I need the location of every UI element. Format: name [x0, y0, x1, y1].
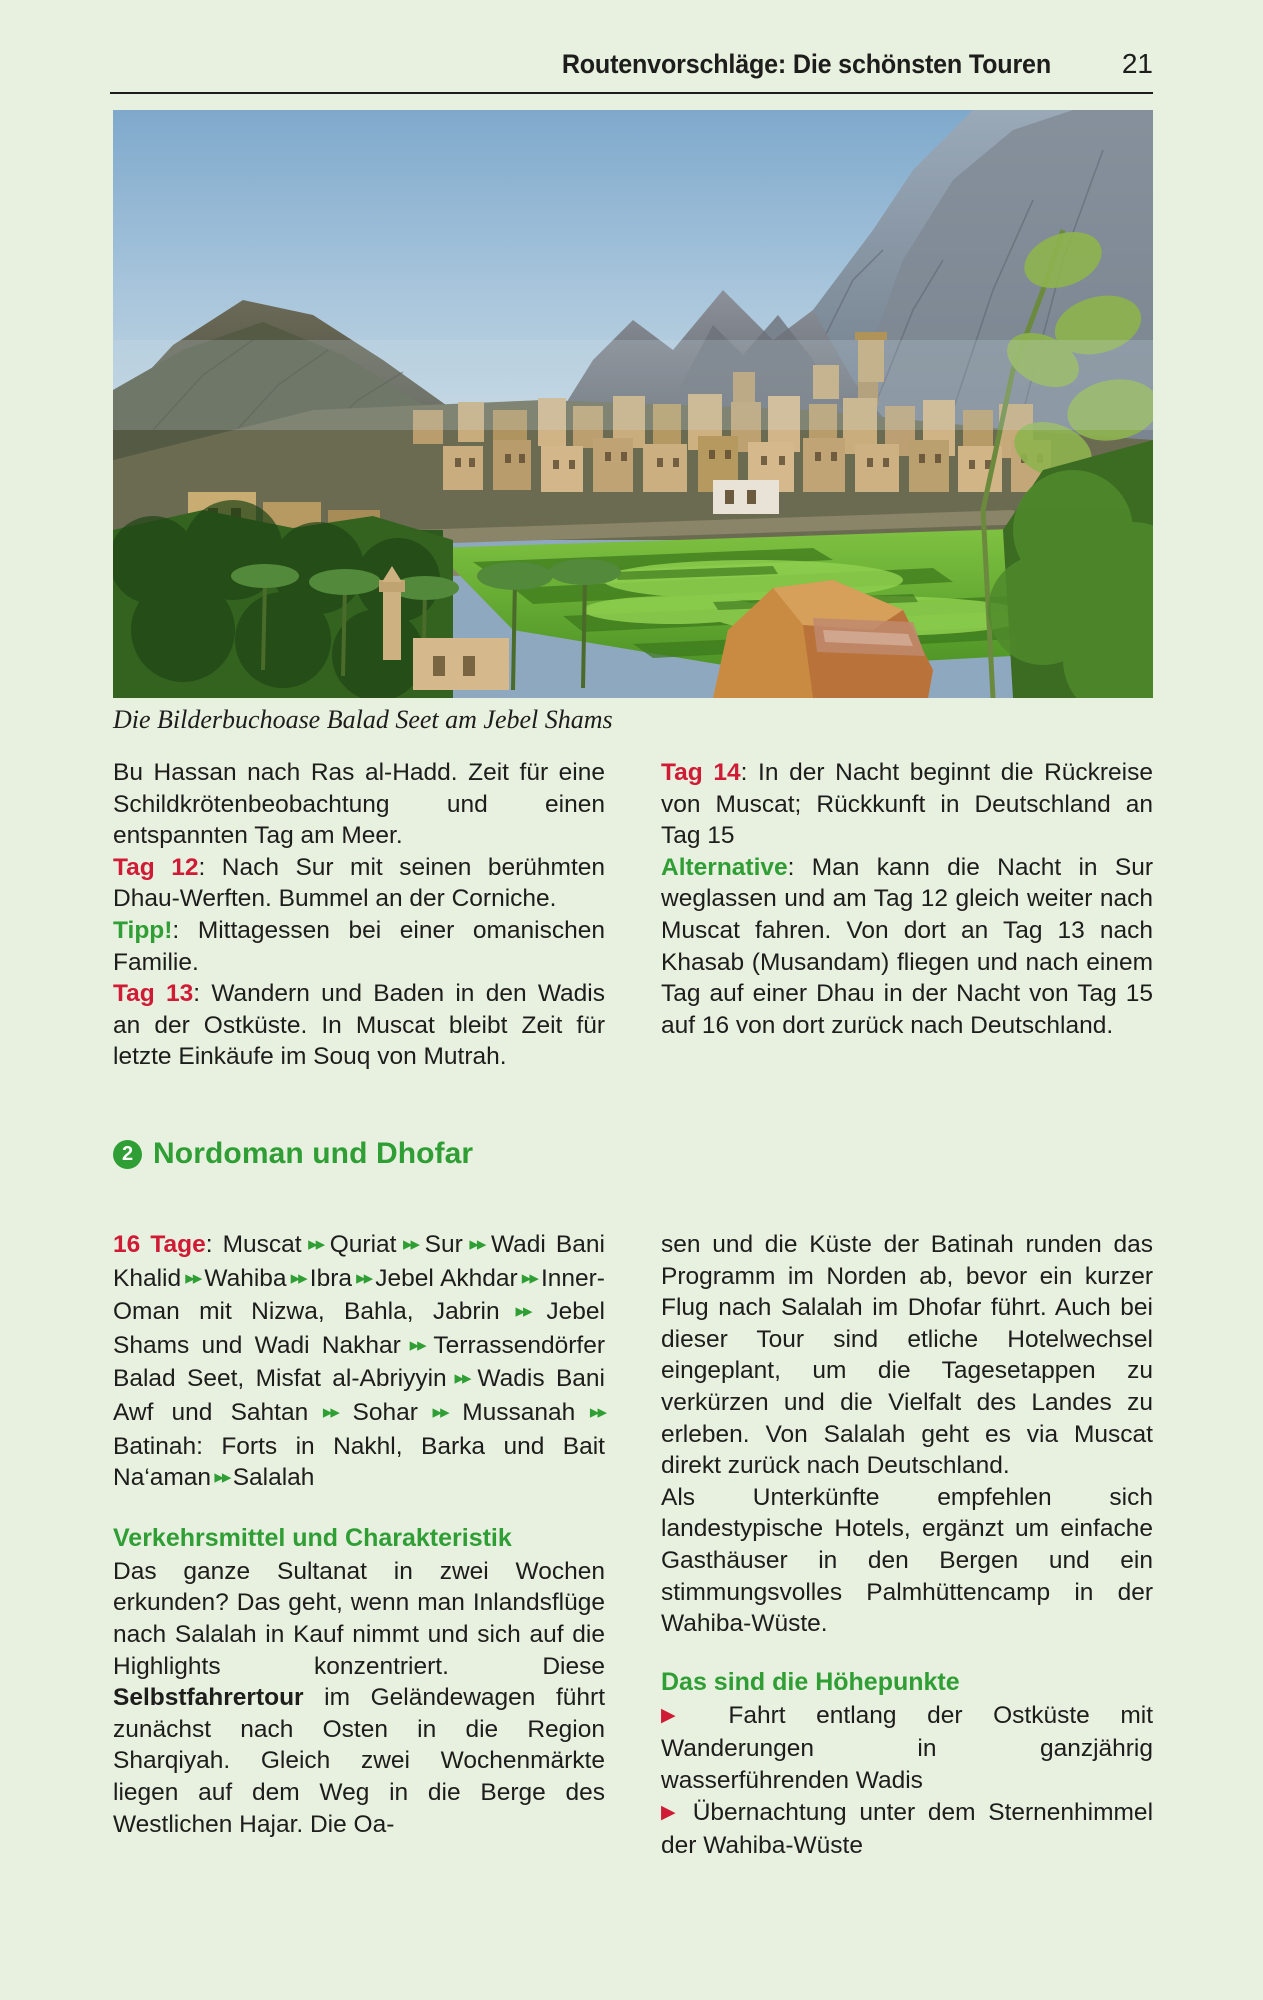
column-left-bottom: [113, 1229, 605, 1840]
route-arrow-icon: ▸▸: [301, 1234, 330, 1255]
photo-caption: Die Bilderbuchoase Balad Seet am Jebel Shams: [113, 705, 613, 734]
route-arrow-icon: ▸▸: [446, 1368, 478, 1390]
route-stop: Wadi Bani Khalid: [113, 1231, 605, 1292]
route-arrow-icon: ▸▸: [462, 1234, 491, 1255]
label-duration: 16 Tage: [113, 1231, 206, 1258]
route-stop: Salalah: [232, 1464, 315, 1492]
paragraph-tipp: [113, 915, 605, 978]
paragraph-tag14: [661, 757, 1153, 852]
label-tag-14: Tag 14: [661, 759, 741, 786]
text-tipp: : Mittagessen bei einer omanischen Familie.: [113, 916, 605, 976]
highlight-item: [661, 1797, 1153, 1862]
label-tipp: Tipp!: [113, 916, 173, 944]
section-number-badge: 2: [113, 1140, 142, 1169]
page-header: [110, 48, 1153, 80]
route-arrow-icon: ▸▸: [181, 1267, 205, 1289]
route-arrow-icon: ▸▸: [396, 1234, 425, 1255]
highlights-list: [661, 1700, 1153, 1862]
route-arrow-icon: ▸▸: [517, 1267, 541, 1289]
text-tag-14: : In der Nacht beginnt die Rückreise von Muscat; Rückkunft in Deutschland an Tag 15: [661, 759, 1154, 850]
paragraph-intro: Bu Hassan nach Ras al-Hadd. Zeit für eine Schildkrötenbeobachtung und einen entspannten Tag am Meer.: [113, 759, 605, 850]
bullet-triangle-icon: ▶: [661, 1704, 729, 1726]
highlight-text: Fahrt entlang der Ostküste mit Wanderungen in ganzjährig wasserführenden Wadis: [661, 1701, 1154, 1794]
text-tag-12: : Nach Sur mit seinen berühmten Dhau-Werften. Bummel an der Corniche.: [113, 853, 606, 913]
highlight-text: Übernachtung unter dem Sternenhimmel der Wahiba-Wüste: [661, 1798, 1154, 1860]
route-stop: Wahiba: [204, 1264, 287, 1292]
route-stop: Inner-Oman mit Nizwa, Bahla, Jabrin: [113, 1264, 605, 1326]
column-right-top: [661, 757, 1153, 1041]
route-arrow-icon: ▸▸: [417, 1401, 463, 1423]
route-stop-list: : Muscat ▸▸ Quriat ▸▸ Sur ▸▸ Wadi Bani Khalid ▸▸ Wahiba ▸▸ Ibra ▸▸ Jebel Akhdar ▸▸ Inner-Oman mit Nizwa, Bahla, Jabrin ▸▸ Jebel Shams und Wadi Nakhar ▸▸ Terrassendörfer Balad Seet, Misfat al-Abriyyin ▸▸ Wadis Bani Awf und Sahtan ▸▸ Sohar ▸▸ Mussanah ▸▸ Batinah: Forts in Nakhl, Barka und Bait Na‘aman ▸▸ Salalah: [113, 1231, 605, 1492]
photo-balad-seet: [113, 110, 1153, 698]
paragraph-characteristics: [113, 1556, 605, 1840]
route-stop: Ibra: [309, 1264, 352, 1292]
route-stop: Batinah: Forts in Nakhl, Barka und Bait Na‘aman: [113, 1432, 605, 1492]
paragraph-tag13: [113, 978, 605, 1073]
route-arrow-icon: ▸▸: [308, 1401, 353, 1423]
route-stop: Quriat: [329, 1231, 397, 1258]
photo-illustration: [113, 110, 1153, 698]
route-stop: Terrassendörfer Balad Seet, Misfat al-Abriyyin: [113, 1331, 605, 1393]
subheading-highlights: Das sind die Höhepunkte: [661, 1667, 960, 1696]
route-stop: Muscat: [222, 1231, 302, 1258]
label-tag-13: Tag 13: [113, 980, 194, 1008]
label-tag-12: Tag 12: [113, 853, 199, 881]
route-stop: Jebel Akhdar: [375, 1264, 518, 1292]
column-right-bottom: [661, 1229, 1153, 1862]
text-alternative: : Man kann die Nacht in Sur weglassen und am Tag 12 gleich weiter nach Muscat fahren. Von dort an Tag 13 nach Khasab (Musandam) fliegen und nach einem Tag auf einer Dhau in der Nacht von Tag 15 auf 16 von dort zurück nach Deutschland.: [661, 853, 1153, 1039]
section-heading-nordoman: [113, 1137, 673, 1171]
text-tag-13: : Wandern und Baden in den Wadis an der Ostküste. In Muscat bleibt Zeit für letzte Einkäufe im Souq von Mutrah.: [113, 980, 606, 1071]
column-left-top: [113, 757, 605, 1073]
subheading-characteristics: Verkehrsmittel und Charakteristik: [113, 1523, 512, 1552]
route-arrow-icon: ▸▸: [575, 1401, 605, 1423]
paragraph-tag12: [113, 852, 605, 915]
spacer: [661, 1640, 1153, 1666]
bullet-triangle-icon: ▶: [661, 1801, 693, 1823]
page-number: 21: [1121, 48, 1153, 79]
characteristics-bold-phrase: Selbstfahrertour: [113, 1684, 304, 1712]
paragraph-route: [113, 1229, 605, 1496]
paragraph-north-program: sen und die Küste der Batinah runden das Programm im Norden ab, bevor ein kurzer Flug nach Salalah im Dhofar führt. Auch bei dieser Tour sind etliche Hotelwechsel eingeplant, um die Tagesetappen zu verkürzen und die Vielfalt des Landes zu erleben. Von Salalah geht es via Muscat direkt zurück nach Deutschland.: [661, 1231, 1153, 1480]
route-stop: Wadis Bani Awf und Sahtan: [113, 1365, 605, 1426]
header-divider: [110, 92, 1153, 94]
paragraph-accommodation: Als Unterkünfte empfehlen sich landestypische Hotels, ergänzt um einfache Gasthäuser in den Bergen und ein stimmungsvolles Palmhüttencamp in der Wahiba-Wüste.: [661, 1483, 1153, 1638]
route-stop: Sohar: [352, 1398, 418, 1426]
route-arrow-icon: ▸▸: [352, 1267, 376, 1289]
section-title: Nordoman und Dhofar: [153, 1137, 474, 1170]
route-stop: Mussanah: [462, 1398, 576, 1426]
route-arrow-icon: ▸▸: [211, 1467, 233, 1489]
paragraph-alternative: [661, 852, 1153, 1042]
highlight-item: [661, 1700, 1153, 1797]
route-stop: Sur: [424, 1231, 463, 1258]
characteristics-text-1: Das ganze Sultanat in zwei Wochen erkunden? Das geht, wenn man Inlandsflüge nach Salalah in Kauf nimmt und sich auf die Highlights konzentriert. Diese: [113, 1557, 605, 1680]
route-arrow-icon: ▸▸: [400, 1334, 434, 1356]
characteristics-text-2: im Geländewagen führt zunächst nach Osten in die Region Sharqiyah. Gleich zwei Wochenmärkte liegen auf dem Weg in die Berge des Westlichen Hajar. Die Oa-: [113, 1684, 605, 1838]
route-arrow-icon: ▸▸: [499, 1301, 547, 1323]
route-arrow-icon: ▸▸: [286, 1267, 310, 1289]
label-alternative: Alternative: [661, 853, 788, 881]
page-title: Routenvorschläge: Die schönsten Touren: [561, 49, 1051, 79]
spacer: [113, 1496, 605, 1522]
route-stop: Jebel Shams und Wadi Nakhar: [113, 1298, 605, 1359]
